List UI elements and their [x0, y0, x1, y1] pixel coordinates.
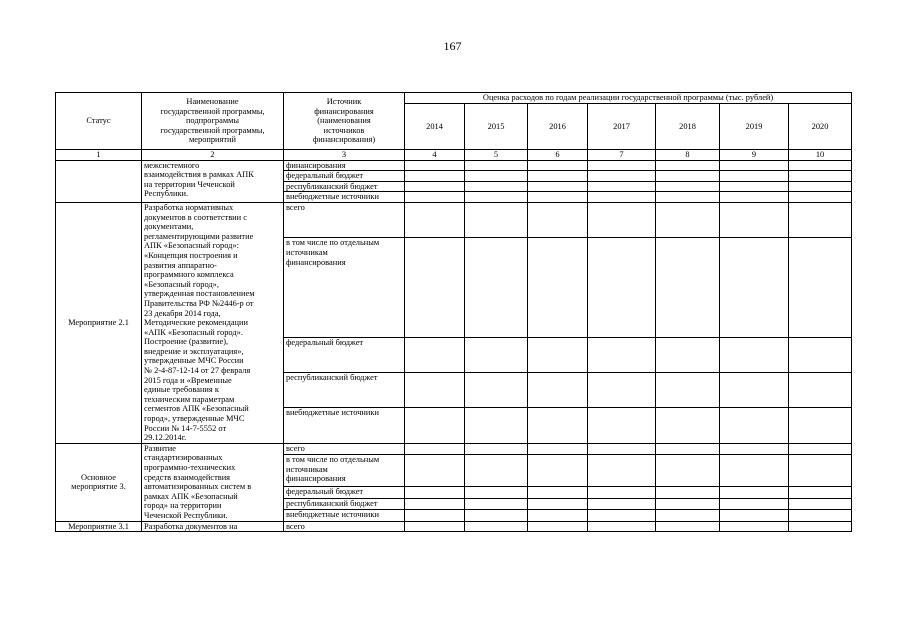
page-number: 167 — [443, 39, 462, 53]
funding-source-cell: федеральный бюджет — [284, 337, 405, 372]
column-number: 4 — [405, 150, 465, 161]
header-year: 2017 — [588, 103, 656, 149]
column-number: 5 — [465, 150, 528, 161]
status-cell: Основное мероприятие 3. — [56, 443, 142, 521]
activity-name-cell: межсистемного взаимодействия в рамках АПК на территории Чеченской Республики. — [142, 160, 284, 202]
table-row — [56, 443, 852, 454]
funding-source-cell: внебюджетные источники — [284, 408, 405, 443]
header-year: 2020 — [789, 103, 852, 149]
column-number-row — [56, 150, 852, 161]
funding-source-cell: республиканский бюджет — [284, 181, 405, 192]
activity-name-cell: Разработка документов на — [142, 521, 284, 532]
header-source: Источник финансирования (наименования источников финансирования) — [284, 93, 405, 150]
funding-source-cell: федеральный бюджет — [284, 487, 405, 498]
funding-source-cell: в том числе по отдельным источникам финансирования — [284, 238, 405, 337]
status-cell: Мероприятие 3.1 — [56, 521, 142, 532]
funding-source-cell: в том числе по отдельным источникам финансирования — [284, 455, 405, 487]
header-name: Наименование государственной программы, подпрограммы государственной программы, мероприятий — [142, 93, 284, 150]
header-estimate: Оценка расходов по годам реализации государственной программы (тыс. рублей) — [405, 93, 852, 104]
column-number: 1 — [56, 150, 142, 161]
activity-name-cell: Развитие стандартизированных программно-технических средств взаимодействия автоматизированных систем в рамках АПК «Безопасный город» на территории Чеченской Республики. — [142, 443, 284, 521]
table-row — [56, 160, 852, 171]
column-number: 3 — [284, 150, 405, 161]
column-number: 9 — [720, 150, 789, 161]
column-number: 10 — [789, 150, 852, 161]
funding-source-cell: всего — [284, 202, 405, 237]
column-number: 8 — [656, 150, 720, 161]
funding-source-cell: внебюджетные источники — [284, 510, 405, 521]
funding-source-cell: республиканский бюджет — [284, 498, 405, 509]
column-number: 6 — [528, 150, 588, 161]
header-year: 2019 — [720, 103, 789, 149]
funding-source-cell: финансирования — [284, 160, 405, 171]
budget-table — [55, 92, 852, 532]
funding-source-cell: республиканский бюджет — [284, 373, 405, 408]
header-status: Статус — [56, 93, 142, 150]
table-row — [56, 202, 852, 237]
column-number: 7 — [588, 150, 656, 161]
header-year: 2015 — [465, 103, 528, 149]
status-cell — [56, 160, 142, 202]
header-year: 2014 — [405, 103, 465, 149]
funding-source-cell: всего — [284, 443, 405, 454]
table-row — [56, 521, 852, 532]
header-year: 2018 — [656, 103, 720, 149]
header-row-1 — [56, 93, 852, 104]
funding-source-cell: всего — [284, 521, 405, 532]
column-number: 2 — [142, 150, 284, 161]
funding-source-cell: федеральный бюджет — [284, 171, 405, 182]
header-year: 2016 — [528, 103, 588, 149]
status-cell: Мероприятие 2.1 — [56, 202, 142, 443]
activity-name-cell: Разработка нормативных документов в соответствии с документами, регламентирующими развитие АПК «Безопасный город»: «Концепция построения и развития аппаратно- программного комплекса «Безопасный город», утвержденная постановлением Правительства РФ №2446-р от 23 декабря 2014 года, Методические рекомендации «АПК «Безопасный город». Построение (развитие), внедрение и эксплуатация», утвержденные МЧС России № 2-4-87-12-14 от 27 февраля 2015 года и «Временные единые требования к техническим параметрам сегментов АПК «Безопасный город», утвержденные МЧС России № 14-7-5552 от 29.12.2014г. — [142, 202, 284, 443]
funding-source-cell: внебюджетные источники — [284, 192, 405, 203]
